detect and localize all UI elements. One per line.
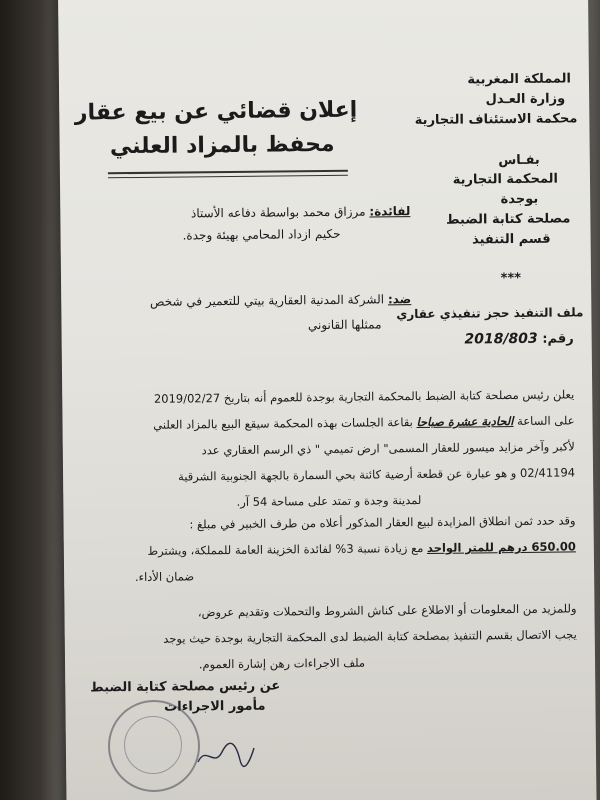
- for-label: لفائدة:: [369, 204, 411, 219]
- court-stamp: [108, 700, 200, 792]
- file-type-label: ملف التنفيذ حجز تنفيذي عقاري: [396, 305, 584, 322]
- file-number-label: رقم:: [542, 331, 574, 347]
- body-line: لأكبر وآخر مزايد ميسور للعقار المسمى" ارض تميمي " ذي الرسم العقاري عدد: [201, 439, 575, 458]
- for-text-1: مرزاق محمد بواسطة دفاعه الأستاذ: [190, 204, 366, 221]
- body-line: [147, 539, 575, 557]
- title-underline-2: [108, 175, 348, 179]
- announcement-paper: [58, 0, 597, 800]
- signature-line1: عن رئيس مصلحة كتابة الضبط: [90, 678, 281, 696]
- file-number-row: [464, 330, 573, 347]
- body-line: ملف الاجراءات رهن إشارة العموم.: [198, 655, 366, 672]
- file-number: 2018/803: [464, 330, 538, 348]
- body-line: [153, 413, 574, 431]
- body-line: وللمزيد من المعلومات أو الاطلاع على كناش الشروط والتحملات وتقديم عروض،: [197, 601, 577, 620]
- body-line: يجب الاتصال بقسم التنفيذ بمصلحة كتابة الضبط لدى المحكمة التجارية بوجدة حيث يوجد: [163, 627, 577, 646]
- body-text: بقاعة الجلسات بهذه المحكمة سيقع البيع بالمزاد العلني: [153, 415, 413, 432]
- body-text: على الساعة: [517, 413, 575, 428]
- body-line: 02/41194 و هو عبارة عن قطعة أرضية كائنة بحي السمارة بالجهة الجنوبية الشرقية: [178, 465, 576, 484]
- body-text: مع زيادة نسبة 3% لفائدة الخزينة العامة للمملكة، ويشترط: [147, 540, 424, 558]
- city-oujda-label: بوجدة: [500, 191, 539, 208]
- for-party-line1: [191, 204, 410, 220]
- sale-time: الحادية عشرة صباحا: [416, 414, 514, 430]
- against-party-line1: [150, 292, 411, 309]
- body-line: ضمان الأداء.: [134, 569, 195, 585]
- registry-label: مصلحة كتابة الضبط: [445, 211, 571, 228]
- body-line: لمدينة وجدة و تمتد على مساحة 54 آر.: [236, 492, 422, 509]
- for-party-line2: حكيم ازداد المحامي بهيئة وجدة.: [182, 226, 341, 243]
- separator-stars: ***: [500, 270, 522, 287]
- court-label: محكمة الاستئناف التجارية: [414, 111, 578, 129]
- body-line: وقد حدد ثمن انطلاق المزايدة لبيع العقار المذكور أعلاه من طرف الخبير في مبلغ :: [189, 513, 576, 532]
- announcement-title: إعلان قضائي عن بيع عقار: [74, 97, 358, 126]
- starting-price: 650.00 درهم للمتر الواحد: [426, 539, 576, 555]
- title-underline: [108, 170, 348, 175]
- city-label: بفـاس: [498, 152, 540, 169]
- announcement-subtitle: محفظ بالمزاد العلني: [109, 131, 335, 160]
- execution-dept-label: قسم التنفيذ: [471, 231, 551, 248]
- against-party-line2: ممثلها القانوني: [307, 317, 382, 333]
- kingdom-label: المملكة المغربية: [467, 71, 572, 88]
- against-label: ضد:: [387, 292, 412, 307]
- ministry-label: وزارة العـدل: [485, 91, 566, 108]
- handwritten-signature: [196, 740, 256, 770]
- signature-line2: مأمور الاجراءات: [164, 698, 266, 715]
- against-text-1: الشركة المدنية العقارية بيتي للتعمير في شخص: [149, 292, 385, 309]
- body-line: يعلن رئيس مصلحة كتابة الضبط بالمحكمة التجارية بوجدة للعموم أنه بتاريخ 2019/02/27: [153, 387, 575, 406]
- commercial-court-label: المحكمة التجارية: [452, 171, 559, 188]
